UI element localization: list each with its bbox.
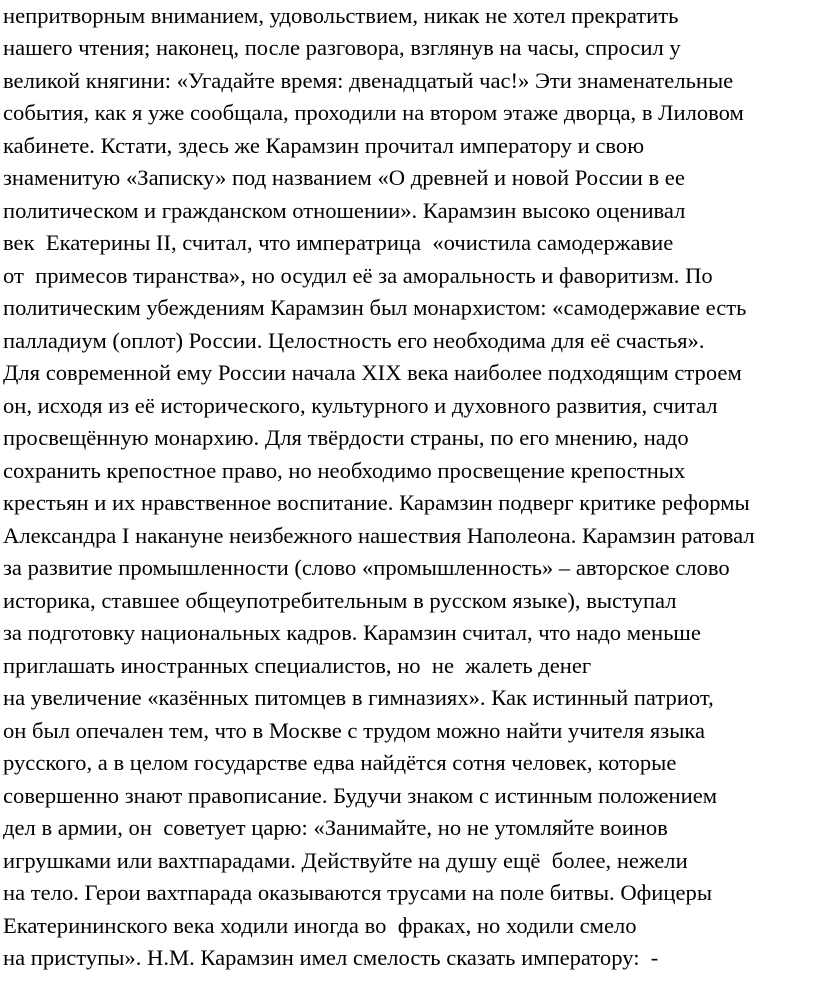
- text-line: от примесов тиранства», но осудил её за аморальность и фаворитизм. По: [3, 263, 713, 288]
- text-line: нашего чтения; наконец, после разговора, взглянув на часы, спросил у: [3, 35, 681, 60]
- text-line: Для современной ему России начала XIX века наиболее подходящим строем: [3, 360, 742, 385]
- text-line: крестьян и их нравственное воспитание. Карамзин подверг критике реформы: [3, 490, 750, 515]
- text-line: события, как я уже сообщала, проходили на втором этаже дворца, в Лиловом: [3, 100, 744, 125]
- text-line: игрушками или вахтпарадами. Действуйте на душу ещё более, нежели: [3, 848, 688, 873]
- text-line: за развитие промышленности (слово «промышленность» – авторское слово: [3, 555, 730, 580]
- text-line: за подготовку национальных кадров. Карамзин считал, что надо меньше: [3, 620, 701, 645]
- text-line: на приступы». Н.М. Карамзин имел смелость сказать императору: -: [3, 945, 659, 970]
- text-line: век Екатерины II, считал, что императрица «очистила самодержавие: [3, 230, 674, 255]
- text-line: знаменитую «Записку» под названием «О древней и новой России в ее: [3, 165, 685, 190]
- text-line: дел в армии, он советует царю: «Занимайте, но не утомляйте воинов: [3, 815, 668, 840]
- text-line: он, исходя из её исторического, культурного и духовного развития, считал: [3, 393, 718, 418]
- text-line: Екатерининского века ходили иногда во фраках, но ходили смело: [3, 913, 637, 938]
- text-line: просвещённую монархию. Для твёрдости страны, по его мнению, надо: [3, 425, 689, 450]
- text-line: на увеличение «казённых питомцев в гимназиях». Как истинный патриот,: [3, 685, 714, 710]
- text-line: палладиум (оплот) России. Целостность его необходима для её счастья».: [3, 328, 705, 353]
- text-line: он был опечален тем, что в Москве с трудом можно найти учителя языка: [3, 718, 706, 743]
- text-line: русского, а в целом государстве едва найдётся сотня человек, которые: [3, 750, 677, 775]
- text-line: приглашать иностранных специалистов, но не жалеть денег: [3, 653, 592, 678]
- text-line: политическом и гражданском отношении». Карамзин высоко оценивал: [3, 198, 686, 223]
- text-line: непритворным вниманием, удовольствием, никак не хотел прекратить: [3, 3, 679, 28]
- text-line: Александра I накануне неизбежного нашествия Наполеона. Карамзин ратовал: [3, 523, 755, 548]
- text-line: кабинете. Кстати, здесь же Карамзин прочитал императору и свою: [3, 133, 645, 158]
- text-line: великой княгини: «Угадайте время: двенадцатый час!» Эти знаменательные: [3, 68, 734, 93]
- text-line: совершенно знают правописание. Будучи знаком с истинным положением: [3, 783, 718, 808]
- text-line: политическим убеждениям Карамзин был монархистом: «самодержавие есть: [3, 295, 747, 320]
- text-line: на тело. Герои вахтпарада оказываются трусами на поле битвы. Офицеры: [3, 880, 712, 905]
- text-line: историка, ставшее общеупотребительным в русском языке), выступал: [3, 588, 677, 613]
- text-line: сохранить крепостное право, но необходимо просвещение крепостных: [3, 458, 686, 483]
